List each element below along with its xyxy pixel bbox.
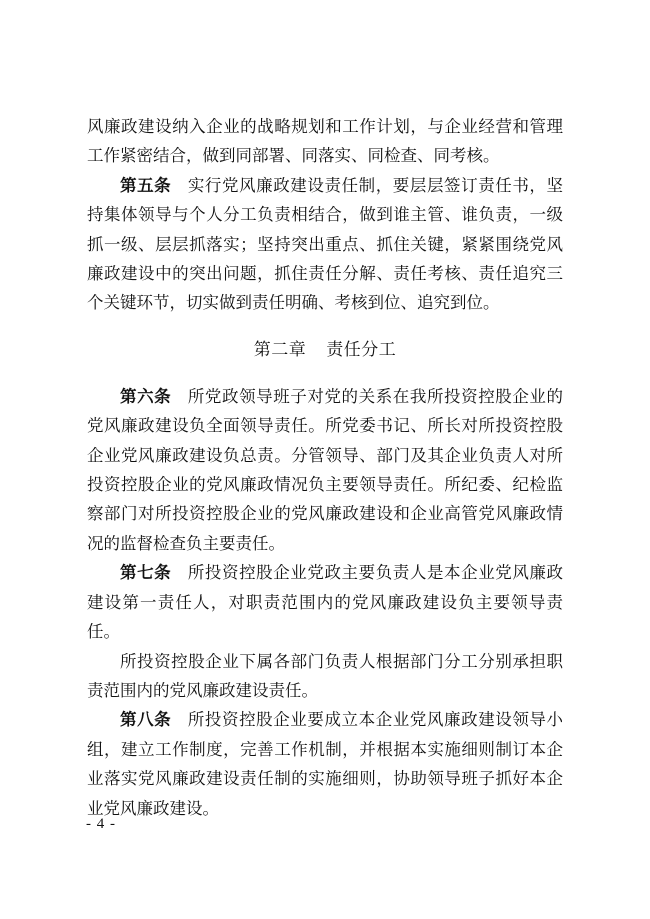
article-8-text: 所投资控股企业要成立本企业党风廉政建设领导小组，建立工作制度，完善工作机制，并根据本实施细则制订本企业落实党风廉政建设责任制的实施细则，协助领导班子抓好本企业党风廉政建设。	[87, 710, 564, 818]
article-7-text: 所投资控股企业党政主要负责人是本企业党风廉政建设第一责任人，对职责范围内的党风廉政建设负主要领导责任。	[87, 563, 564, 642]
article-6	[87, 382, 563, 558]
article-7-followup: 所投资控股企业下属各部门负责人根据部门分工分别承担职责范围内的党风廉政建设责任。	[87, 651, 563, 700]
article-6-label: 第六条	[120, 386, 172, 406]
article-5-label: 第五条	[120, 175, 172, 195]
chapter-heading	[87, 330, 563, 370]
article-5	[87, 171, 563, 318]
paragraph-continued: 风廉政建设纳入企业的战略规划和工作计划，与企业经营和管理工作紧密结合，做到同部署、同落实、同检查、同考核。	[87, 117, 563, 166]
chapter-title: 责任分工	[326, 339, 397, 360]
chapter-number: 第二章	[253, 339, 307, 360]
article-8-label: 第八条	[120, 710, 172, 730]
article-8	[87, 705, 563, 823]
article-7	[87, 558, 563, 646]
article-5-text: 实行党风廉政建设责任制，要层层签订责任书，坚持集体领导与个人分工负责相结合，做到谁主管、谁负责，一级抓一级、层层抓落实；坚持突出重点、抓住关键，紧紧围绕党风廉政建设中的突出问题，抓住责任分解、责任考核、责任追究三个关键环节，切实做到责任明确、考核到位、追究到位。	[87, 175, 564, 313]
document-body	[87, 112, 563, 823]
article-7-label: 第七条	[120, 563, 172, 583]
article-6-text: 所党政领导班子对党的关系在我所投资控股企业的党风廉政建设负全面领导责任。所党委书记、所长对所投资控股企业党风廉政建设负总责。分管领导、部门及其企业负责人对所投资控股企业的党风廉政情况负主要领导责任。所纪委、纪检监察部门对所投资控股企业的党风廉政建设和企业高管党风廉政情况的监督检查负主要责任。	[87, 386, 564, 553]
page-number: - 4 -	[86, 816, 116, 832]
